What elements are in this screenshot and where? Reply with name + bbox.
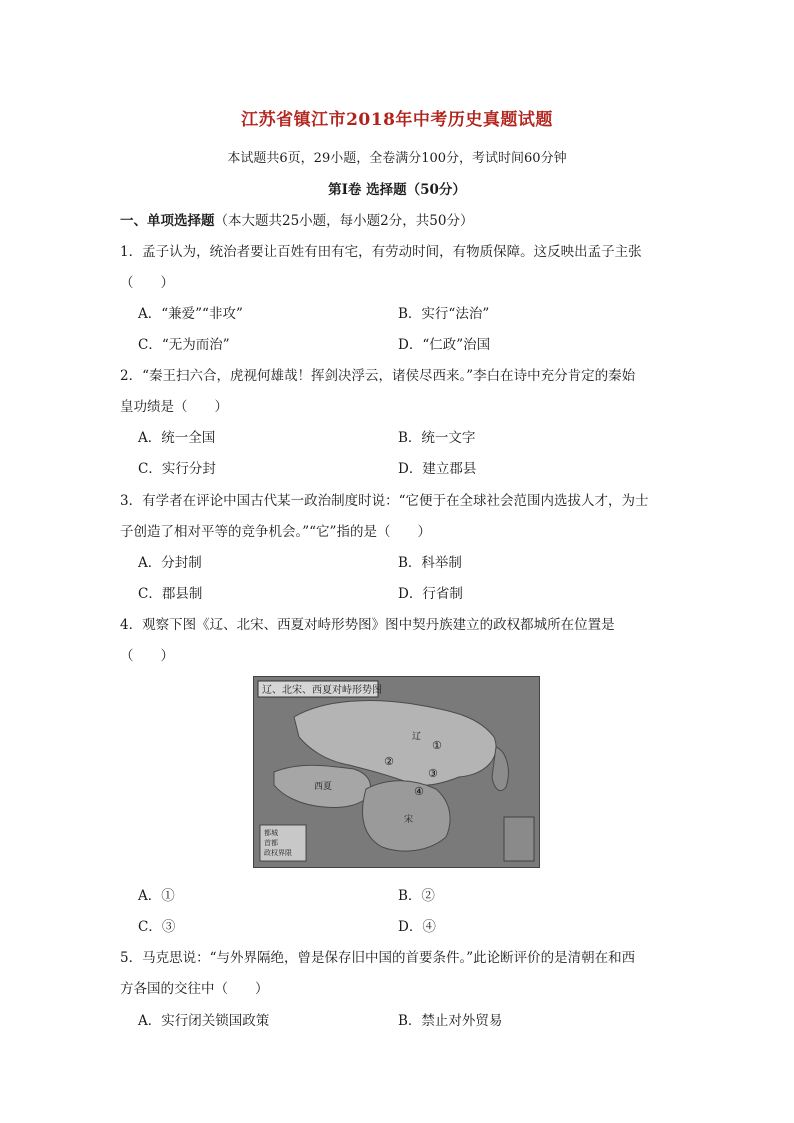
map-graphic: [254, 677, 539, 867]
q5-option-b: B．禁止对外贸易: [398, 1013, 503, 1029]
q2-option-d: D．建立郡县: [398, 461, 477, 477]
question-2-line-2: 皇功绩是（ ）: [120, 399, 228, 415]
q4-option-b: B．②: [398, 888, 435, 904]
question-2-line-1: 2．“秦王扫六合，虎视何雄哉！挥剑决浮云，诸侯尽西来。”李白在诗中充分肯定的秦始: [120, 368, 636, 384]
q2-option-b: B．统一文字: [398, 430, 476, 446]
historical-map: [253, 676, 540, 868]
question-1-line-2: （ ）: [120, 275, 174, 291]
section-heading: [120, 209, 473, 229]
legend-item-2: 首都: [264, 839, 278, 847]
question-4-line-2: （ ）: [120, 648, 174, 664]
map-title: 辽、北宋、西夏对峙形势图: [262, 685, 382, 696]
question-1-line-1: 1．孟子认为，统治者要让百姓有田有宅，有劳动时间，有物质保障。这反映出孟子主张: [120, 244, 642, 260]
question-3-line-1: 3．有学者在评论中国古代某一政治制度时说：“它便于在全球社会范围内选拔人才，为士: [120, 493, 649, 509]
q3-option-b: B．科举制: [398, 555, 462, 571]
q2-option-c: C．实行分封: [138, 461, 216, 477]
question-4-line-1: 4．观察下图《辽、北宋、西夏对峙形势图》图中契丹族建立的政权都城所在位置是: [120, 617, 615, 633]
map-marker-4: ④: [414, 785, 424, 798]
legend-item-1: 都城: [264, 829, 278, 837]
question-5-line-2: 方各国的交往中（ ）: [120, 981, 269, 997]
q3-option-c: C．郡县制: [138, 586, 203, 602]
region-label-song: 宋: [404, 815, 414, 825]
map-marker-2: ②: [384, 755, 394, 768]
map-marker-3: ③: [428, 767, 438, 780]
q4-option-c: C．③: [138, 919, 176, 935]
q4-option-a: A．①: [138, 888, 175, 904]
q1-option-d: D．“仁政”治国: [398, 337, 491, 353]
q5-option-a: A．实行闭关锁国政策: [138, 1013, 270, 1029]
q1-option-c: C．“无为而治”: [138, 337, 230, 353]
map-inset: [504, 817, 534, 861]
question-3-line-2: 子创造了相对平等的竞争机会。”“它”指的是（ ）: [120, 524, 431, 540]
page-title: 江苏省镇江市2018年中考历史真题试题: [241, 110, 553, 130]
q1-option-b: B．实行“法治”: [398, 306, 490, 322]
part-heading: 第Ⅰ卷 选择题（50分）: [328, 182, 466, 198]
exam-info: 本试题共6页，29小题，全卷满分100分，考试时间60分钟: [227, 151, 567, 166]
map-marker-1: ①: [432, 739, 442, 752]
q2-option-a: A．统一全国: [138, 430, 216, 446]
q3-option-a: A．分封制: [138, 555, 202, 571]
question-5-line-1: 5．马克思说：“与外界隔绝，曾是保存旧中国的首要条件。”此论断评价的是清朝在和西: [120, 950, 636, 966]
q3-option-d: D．行省制: [398, 586, 463, 602]
region-label-liao: 辽: [412, 732, 422, 742]
q4-option-d: D．④: [398, 919, 436, 935]
legend-item-3: 政权界限: [264, 849, 292, 857]
q1-option-a: A．“兼爱”“非攻”: [138, 306, 243, 322]
section-title: 一、单项选择题: [120, 213, 215, 229]
region-label-xixia: 西夏: [314, 782, 333, 792]
section-note: （本大题共25小题，每小题2分，共50分）: [214, 213, 474, 229]
